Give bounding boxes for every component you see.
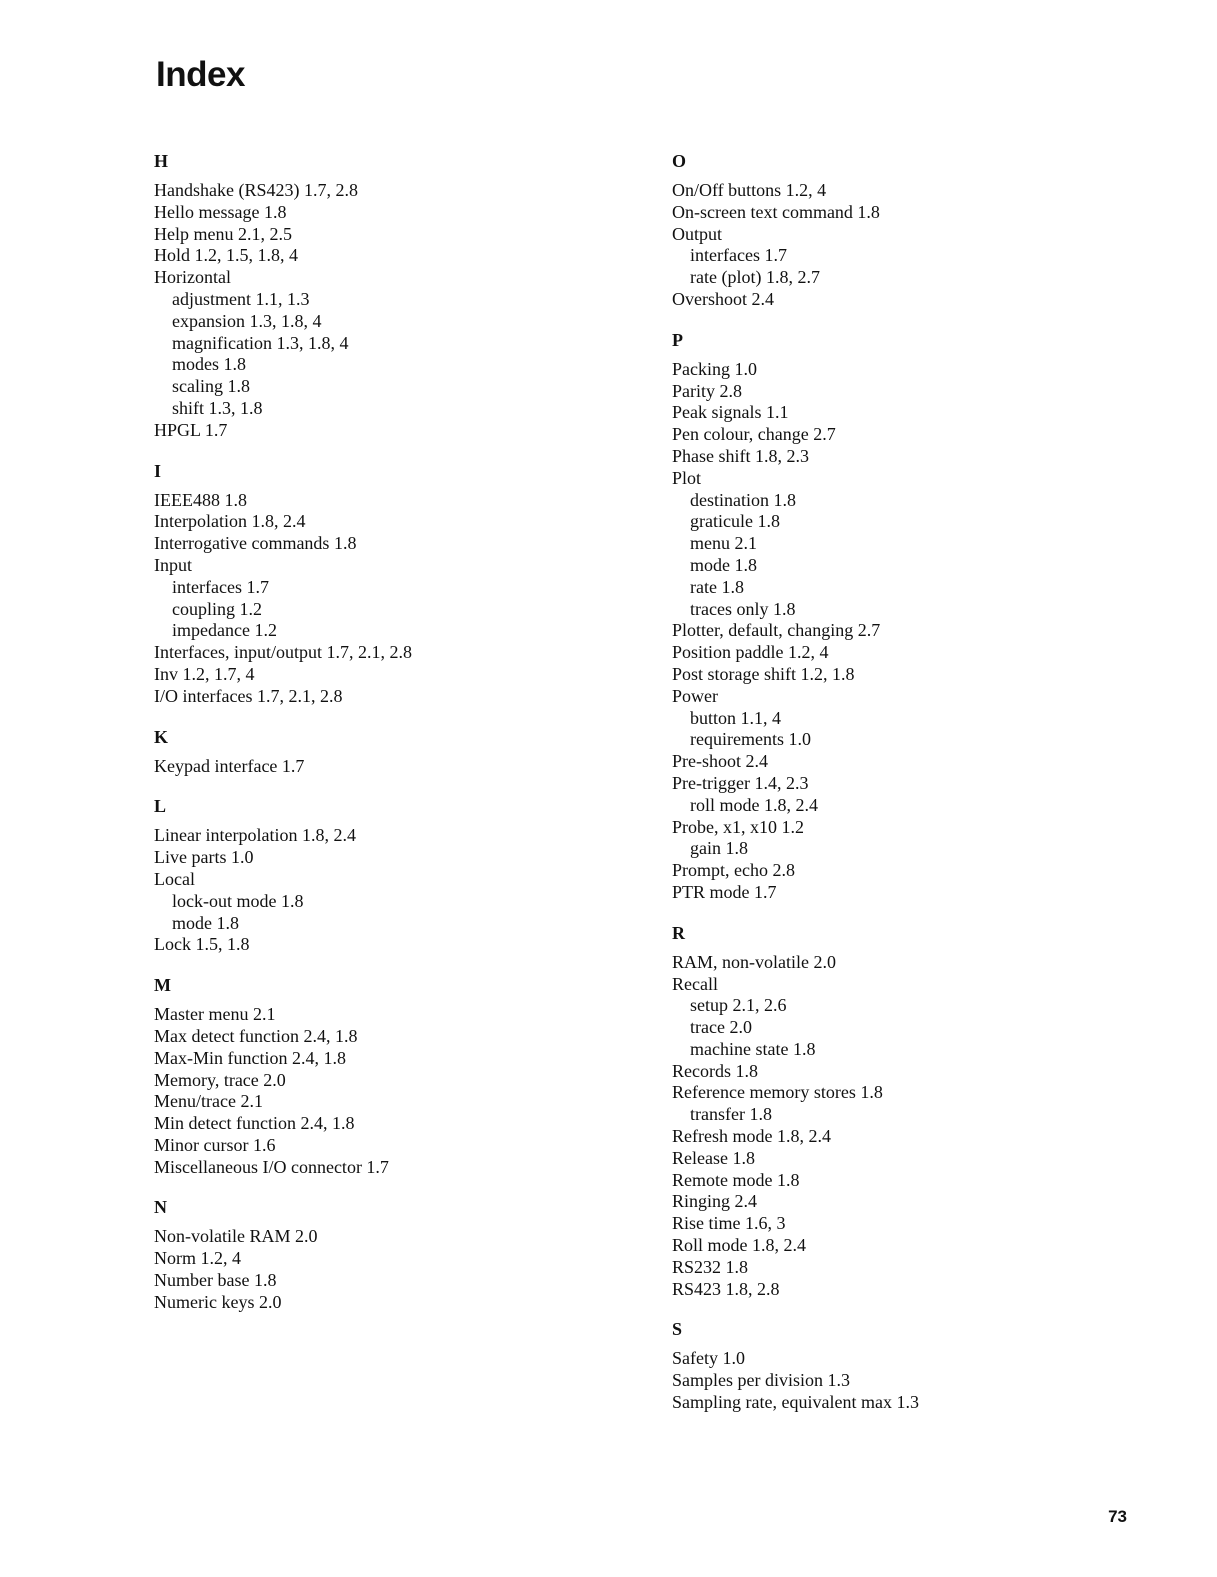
section-letter-heading: H — [154, 151, 169, 171]
index-entry: Roll mode 1.8, 2.4 — [672, 1235, 806, 1256]
index-subentry: gain 1.8 — [690, 838, 748, 859]
page-title: Index — [156, 55, 245, 94]
index-entry: RS232 1.8 — [672, 1256, 749, 1277]
index-entry: IEEE488 1.8 — [154, 489, 247, 510]
index-entry: Horizontal — [154, 267, 231, 288]
section-letter-heading: N — [154, 1197, 167, 1218]
index-subentry: rate 1.8 — [690, 576, 744, 597]
section-letter-heading: O — [672, 151, 687, 171]
index-entry: Samples per division 1.3 — [672, 1370, 850, 1391]
index-entry: Input — [154, 554, 192, 575]
index-section-i — [154, 460, 614, 708]
section-letter-heading: M — [154, 975, 171, 996]
index-section-h — [154, 150, 614, 442]
index-entry: Post storage shift 1.2, 1.8 — [672, 663, 855, 684]
index-entry-list — [154, 1004, 614, 1178]
index-subentry: destination 1.8 — [690, 489, 796, 510]
index-subentry: traces only 1.8 — [690, 598, 796, 619]
index-entry-list — [154, 825, 614, 956]
index-entry: Rise time 1.6, 3 — [672, 1213, 786, 1234]
index-entry: Menu/trace 2.1 — [154, 1091, 263, 1112]
index-entry: Linear interpolation 1.8, 2.4 — [154, 825, 356, 846]
index-subentry: interfaces 1.7 — [690, 245, 787, 266]
index-section-s — [672, 1318, 1142, 1413]
index-entry: Peak signals 1.1 — [672, 402, 789, 423]
index-section-o — [672, 150, 1142, 311]
index-entry: Pre-trigger 1.4, 2.3 — [672, 772, 809, 793]
index-column-right — [672, 150, 1142, 1432]
index-entry: Hello message 1.8 — [154, 201, 287, 222]
index-entry: Safety 1.0 — [672, 1348, 745, 1369]
index-subentry: button 1.1, 4 — [690, 707, 782, 728]
index-entry: Remote mode 1.8 — [672, 1169, 800, 1190]
index-entry: RAM, non-volatile 2.0 — [672, 951, 836, 972]
index-entry: Keypad interface 1.7 — [154, 755, 305, 776]
index-entry: Memory, trace 2.0 — [154, 1069, 286, 1090]
index-entry: Plotter, default, changing 2.7 — [672, 620, 881, 641]
index-subentry: coupling 1.2 — [172, 598, 262, 619]
index-subentry: trace 2.0 — [690, 1017, 752, 1038]
index-entry: Help menu 2.1, 2.5 — [154, 223, 292, 244]
index-entry: Max-Min function 2.4, 1.8 — [154, 1047, 346, 1068]
index-entry: Refresh mode 1.8, 2.4 — [672, 1126, 831, 1147]
index-entry-list — [154, 180, 614, 442]
section-letter-heading: I — [154, 460, 162, 481]
index-entry: HPGL 1.7 — [154, 419, 228, 440]
index-section-n — [154, 1196, 614, 1313]
index-entry: Inv 1.2, 1.7, 4 — [154, 663, 255, 684]
index-subentry: machine state 1.8 — [690, 1038, 816, 1059]
section-letter-heading: L — [154, 796, 167, 817]
index-entry: Lock 1.5, 1.8 — [154, 934, 250, 955]
index-entry: Numeric keys 2.0 — [154, 1291, 282, 1312]
index-entry: Number base 1.8 — [154, 1270, 277, 1291]
index-entry: Interpolation 1.8, 2.4 — [154, 511, 306, 532]
index-entry: Ringing 2.4 — [672, 1191, 758, 1212]
index-entry: Miscellaneous I/O connector 1.7 — [154, 1156, 389, 1177]
index-entry: I/O interfaces 1.7, 2.1, 2.8 — [154, 685, 343, 706]
index-subentry: mode 1.8 — [690, 554, 757, 575]
index-entry: Max detect function 2.4, 1.8 — [154, 1025, 358, 1046]
index-entry: Hold 1.2, 1.5, 1.8, 4 — [154, 245, 298, 266]
index-entry-list — [154, 490, 614, 708]
index-entry: Plot — [672, 467, 702, 488]
index-subentry: interfaces 1.7 — [172, 576, 269, 597]
index-entry-list — [154, 756, 614, 778]
index-entry: Records 1.8 — [672, 1060, 758, 1081]
index-entry: Position paddle 1.2, 4 — [672, 642, 829, 663]
index-section-r — [672, 922, 1142, 1301]
index-entry: Probe, x1, x10 1.2 — [672, 816, 804, 837]
index-column-left — [154, 150, 614, 1332]
index-entry: Parity 2.8 — [672, 380, 742, 401]
index-entry: Minor cursor 1.6 — [154, 1134, 276, 1155]
index-entry: Local — [154, 868, 195, 889]
index-entry: Packing 1.0 — [672, 358, 757, 379]
index-entry: Pen colour, change 2.7 — [672, 424, 836, 445]
index-subentry: adjustment 1.1, 1.3 — [172, 288, 310, 309]
index-entry: Phase shift 1.8, 2.3 — [672, 445, 809, 466]
index-entry: Non-volatile RAM 2.0 — [154, 1226, 318, 1247]
index-entry-list — [672, 359, 1142, 904]
section-letter-heading: P — [672, 329, 683, 350]
index-entry: Norm 1.2, 4 — [154, 1248, 241, 1269]
index-entry: Interrogative commands 1.8 — [154, 533, 357, 554]
index-subentry: magnification 1.3, 1.8, 4 — [172, 332, 349, 353]
index-entry: Pre-shoot 2.4 — [672, 751, 768, 772]
page-number: 73 — [1108, 1507, 1127, 1526]
index-entry: Release 1.8 — [672, 1147, 755, 1168]
index-subentry: impedance 1.2 — [172, 620, 277, 641]
index-entry: Sampling rate, equivalent max 1.3 — [672, 1392, 919, 1413]
index-entry-list — [672, 1348, 1142, 1413]
index-entry: On-screen text command 1.8 — [672, 201, 880, 222]
index-subentry: menu 2.1 — [690, 533, 757, 554]
index-entry: Prompt, echo 2.8 — [672, 860, 795, 881]
index-entry: On/Off buttons 1.2, 4 — [672, 180, 827, 200]
index-subentry: rate (plot) 1.8, 2.7 — [690, 267, 820, 288]
index-subentry: mode 1.8 — [172, 912, 239, 933]
index-entry: Interfaces, input/output 1.7, 2.1, 2.8 — [154, 642, 412, 663]
index-subentry: requirements 1.0 — [690, 729, 811, 750]
index-subentry: shift 1.3, 1.8 — [172, 397, 263, 418]
index-entry-list — [154, 1226, 614, 1313]
index-entry: Reference memory stores 1.8 — [672, 1082, 883, 1103]
index-entry: Power — [672, 685, 718, 706]
index-subentry: expansion 1.3, 1.8, 4 — [172, 310, 322, 331]
index-entry: Live parts 1.0 — [154, 847, 254, 868]
index-entry-list — [672, 180, 1142, 311]
index-entry: Recall — [672, 973, 718, 994]
index-entry: Overshoot 2.4 — [672, 288, 774, 309]
section-letter-heading: S — [672, 1319, 683, 1340]
index-subentry: modes 1.8 — [172, 354, 246, 375]
section-letter-heading: R — [672, 922, 685, 943]
index-section-m — [154, 974, 614, 1178]
index-entry: Min detect function 2.4, 1.8 — [154, 1113, 355, 1134]
index-entry: RS423 1.8, 2.8 — [672, 1278, 780, 1299]
index-entry: PTR mode 1.7 — [672, 881, 777, 902]
index-entry: Master menu 2.1 — [154, 1004, 276, 1025]
index-subentry: roll mode 1.8, 2.4 — [690, 794, 818, 815]
index-subentry: scaling 1.8 — [172, 376, 250, 397]
index-section-p — [672, 329, 1142, 904]
index-entry-list — [672, 952, 1142, 1301]
index-subentry: lock-out mode 1.8 — [172, 890, 304, 911]
index-subentry: setup 2.1, 2.6 — [690, 995, 787, 1016]
index-section-k — [154, 726, 614, 778]
index-subentry: graticule 1.8 — [690, 511, 780, 532]
section-letter-heading: K — [154, 726, 169, 747]
index-section-l — [154, 795, 614, 956]
index-subentry: transfer 1.8 — [690, 1104, 772, 1125]
index-entry: Handshake (RS423) 1.7, 2.8 — [154, 180, 358, 200]
index-entry: Output — [672, 223, 723, 244]
